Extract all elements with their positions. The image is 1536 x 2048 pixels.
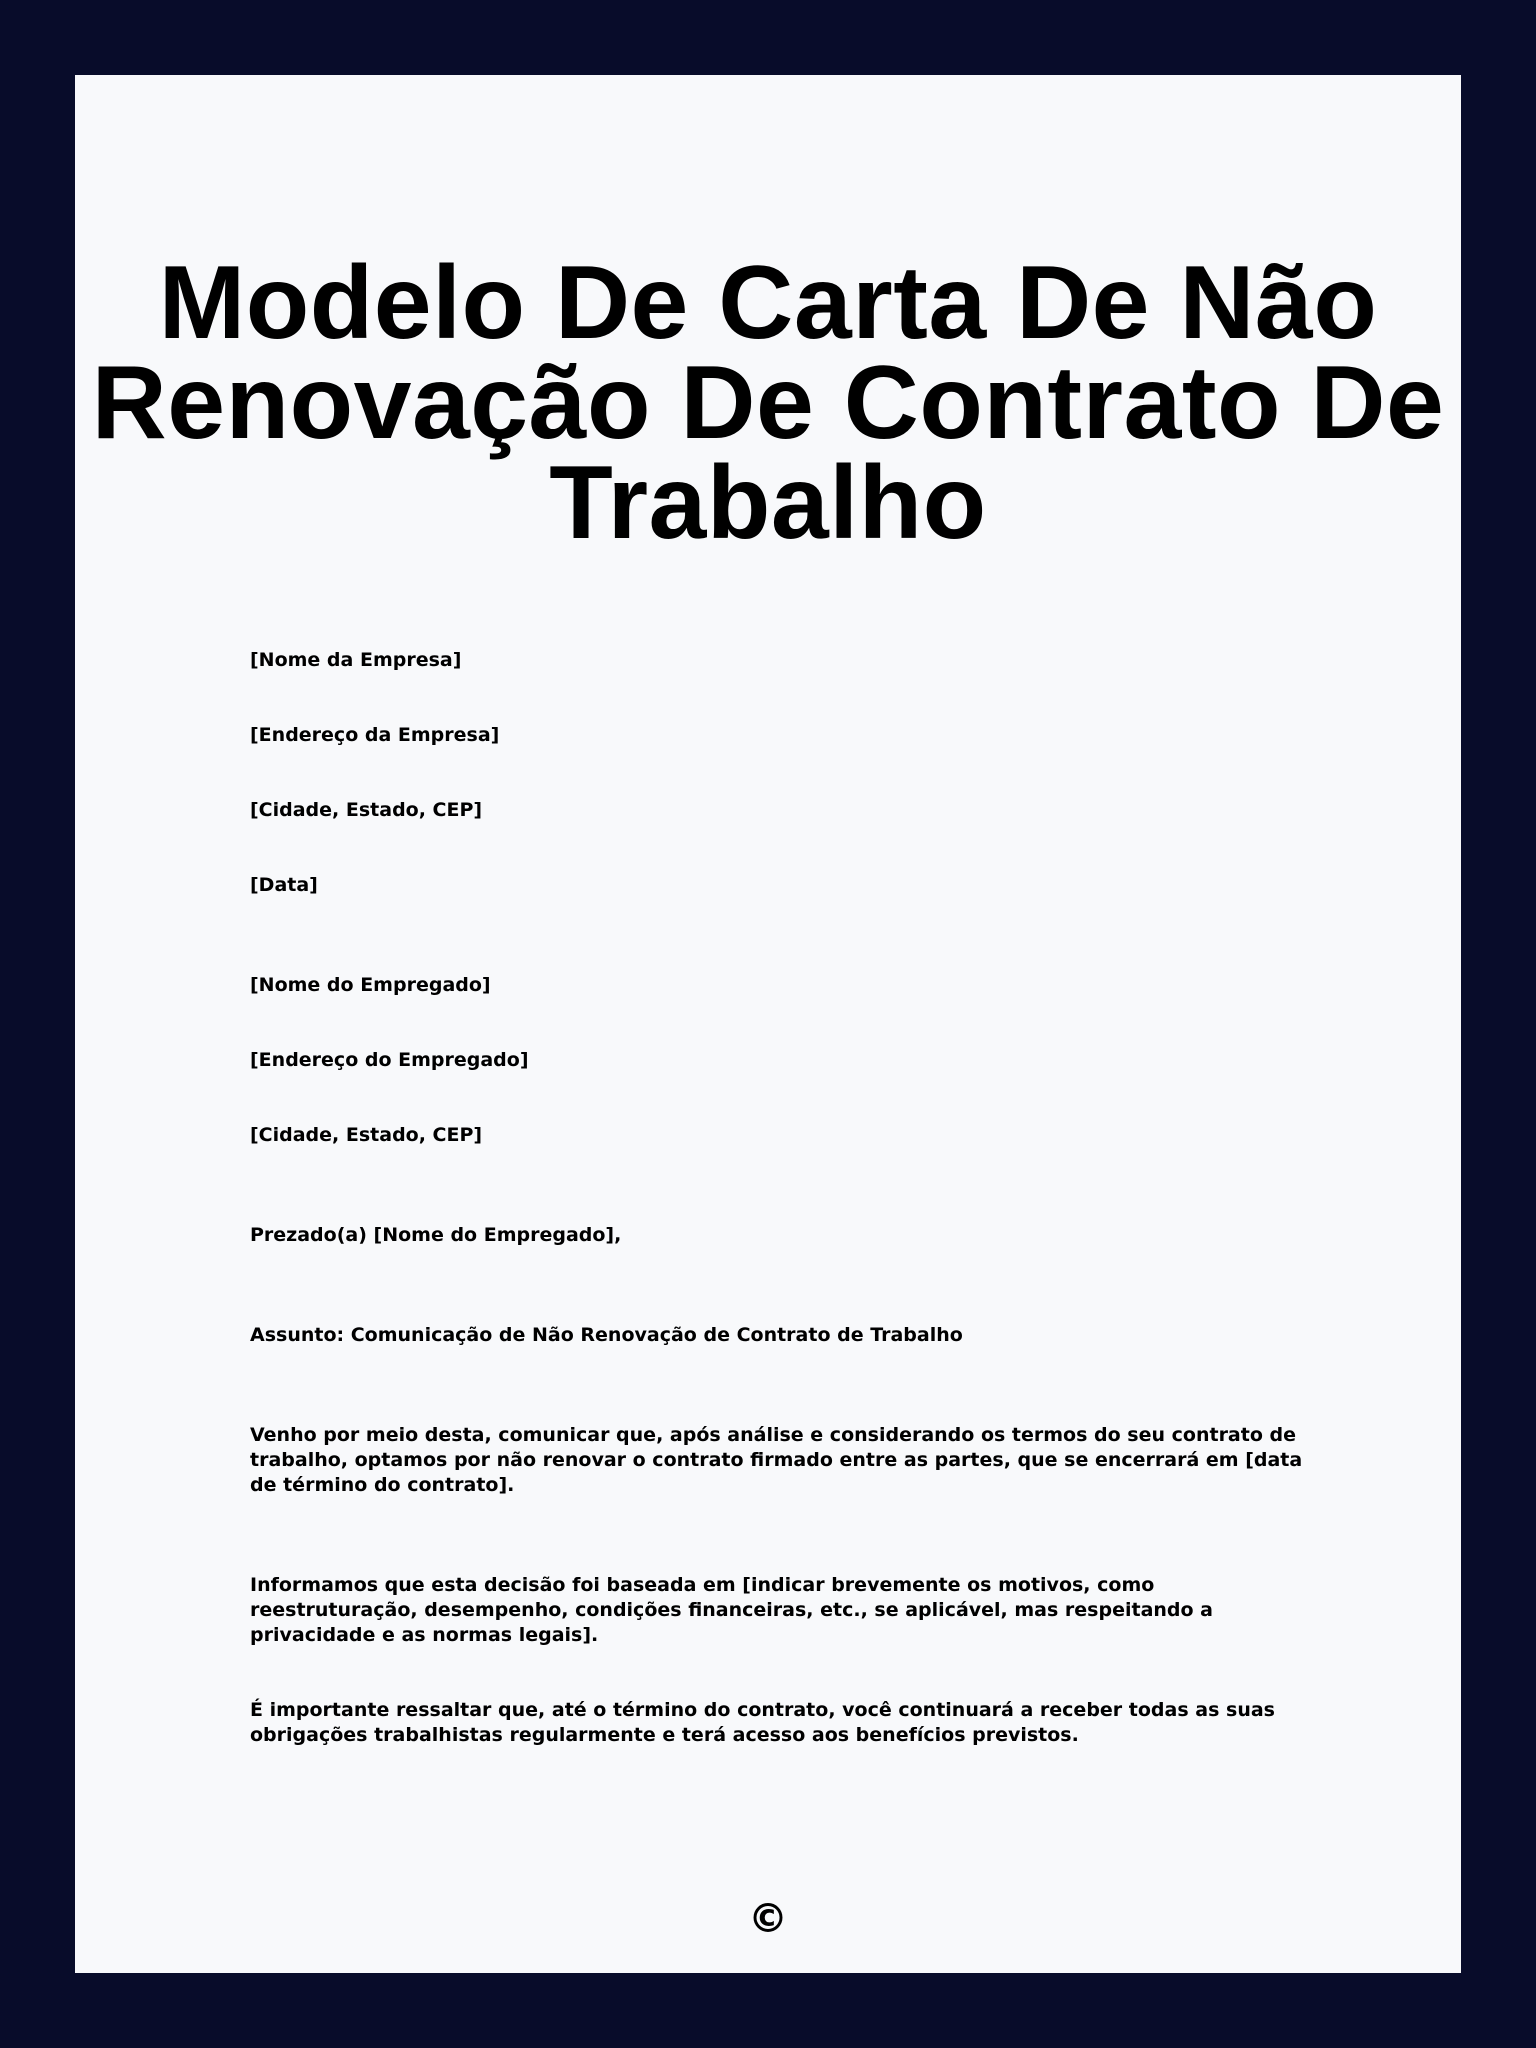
paragraph-reason: Informamos que esta decisão foi baseada em [indicar brevemente os motivos, como reestruturação, desempenho, condições financeiras, etc., se aplicável, mas respeitando a privacidade e as normas legais]. bbox=[250, 1574, 1214, 1646]
subject-line: Assunto: Comunicação de Não Renovação de Contrato de Trabalho bbox=[250, 1324, 963, 1346]
paragraph-obligations: É importante ressaltar que, até o término do contrato, você continuará a receber todas as suas obrigações trabalhistas regularmente e terá acesso aos benefícios previstos. bbox=[250, 1699, 1275, 1746]
employee-city-state-zip: [Cidade, Estado, CEP] bbox=[250, 1124, 483, 1146]
company-address: [Endereço da Empresa] bbox=[250, 724, 500, 746]
paragraph-notice: Venho por meio desta, comunicar que, após análise e considerando os termos do seu contrato de trabalho, optamos por não renovar o contrato firmado entre as partes, que se encerrará em [data de término do contrato]. bbox=[250, 1424, 1303, 1496]
company-name: [Nome da Empresa] bbox=[250, 649, 462, 671]
letter-page bbox=[75, 75, 1461, 1973]
letter-date: [Data] bbox=[250, 874, 318, 896]
salutation: Prezado(a) [Nome do Empregado], bbox=[250, 1224, 622, 1246]
copyright-icon: © bbox=[748, 1896, 788, 1942]
company-city-state-zip: [Cidade, Estado, CEP] bbox=[250, 799, 483, 821]
page-title: Modelo De Carta De Não Renovação De Contrato De Trabalho bbox=[91, 245, 1445, 561]
employee-address: [Endereço do Empregado] bbox=[250, 1049, 529, 1071]
employee-name: [Nome do Empregado] bbox=[250, 974, 491, 996]
